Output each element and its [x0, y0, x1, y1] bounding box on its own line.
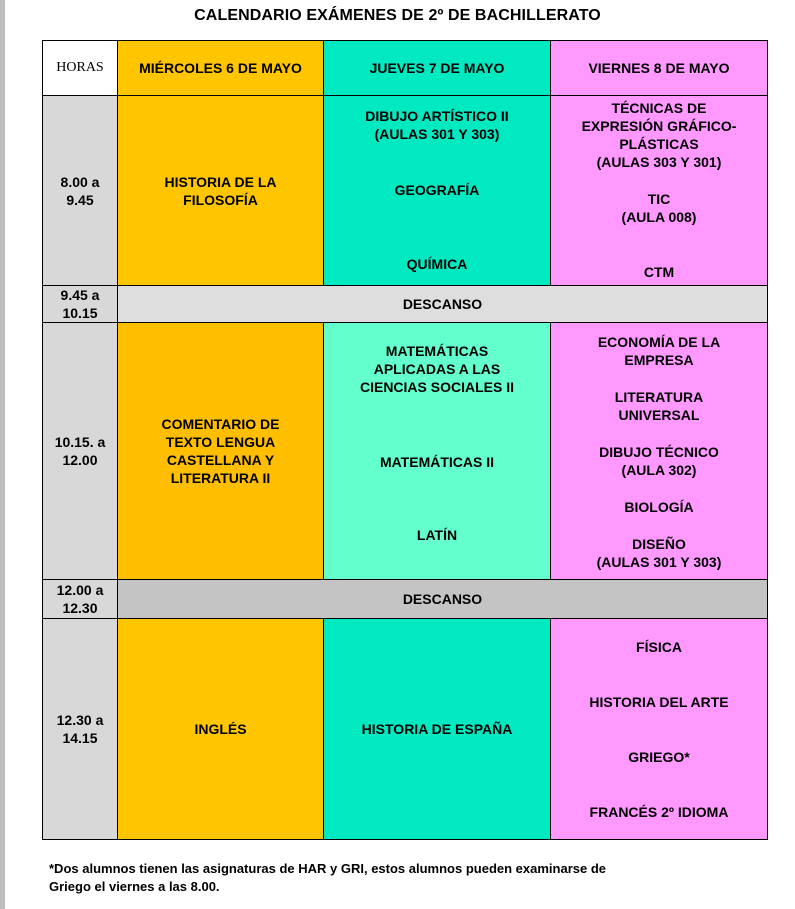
- header-miercoles: MIÉRCOLES 6 DE MAYO: [117, 40, 324, 96]
- exam-latin: LATÍN: [416, 527, 458, 543]
- exam-jueves-slot-3: HISTORIA DE ESPAÑA: [323, 618, 551, 840]
- exam-line: ECONOMÍA DE LA: [597, 334, 721, 350]
- exam-tic: [551, 190, 767, 226]
- exam-line: MATEMÁTICAS: [385, 343, 489, 359]
- header-horas: [42, 40, 118, 96]
- exam-matematicas-ccss: [324, 342, 550, 396]
- time-break-2-end: 12.30: [62, 600, 98, 616]
- exam-line: CASTELLANA Y: [166, 452, 275, 468]
- exam-dibujo-artistico: [324, 107, 550, 143]
- exam-line: TÉCNICAS DE: [611, 100, 707, 116]
- exam-viernes-slot-3: [550, 618, 768, 840]
- exam-frances: FRANCÉS 2º IDIOMA: [589, 804, 729, 820]
- exam-tecnicas-expresion: [551, 99, 767, 171]
- exam-line: (AULA 302): [621, 462, 697, 478]
- time-break-1: [42, 285, 118, 323]
- exam-line: TEXTO LENGUA: [165, 434, 276, 450]
- exam-line: PLÁSTICAS: [619, 136, 699, 152]
- exam-line: EMPRESA: [624, 352, 694, 368]
- time-slot-1: [42, 95, 118, 286]
- time-slot-2-start: 10.15. a: [54, 434, 106, 450]
- exam-line: (AULAS 303 Y 301): [596, 154, 722, 170]
- page-title: CALENDARIO EXÁMENES DE 2º DE BACHILLERATO: [194, 7, 601, 24]
- exam-line: FILOSOFÍA: [183, 191, 258, 208]
- exam-geografia: GEOGRAFÍA: [394, 182, 480, 198]
- exam-ctm: CTM: [643, 264, 675, 280]
- exam-line: DIBUJO ARTÍSTICO II: [365, 108, 509, 124]
- exam-biologia: BIOLOGÍA: [624, 499, 694, 515]
- exam-line: (AULAS 301 Y 303): [374, 126, 500, 142]
- exam-line: (AULAS 301 Y 303): [596, 554, 722, 570]
- exam-line: LITERATURA: [614, 389, 704, 405]
- time-break-1-start: 9.45 a: [60, 287, 100, 303]
- exam-line: DIBUJO TÉCNICO: [599, 444, 719, 460]
- exam-line: (AULA 008): [621, 209, 697, 225]
- exam-miercoles-slot-3: INGLÉS: [117, 618, 324, 840]
- exam-line: EXPRESIÓN GRÁFICO-: [581, 118, 737, 134]
- exam-line: CIENCIAS SOCIALES II: [359, 379, 515, 395]
- exam-line: HISTORIA DE LA: [164, 173, 277, 190]
- page-edge: [0, 0, 5, 909]
- exam-dibujo-tecnico: [551, 443, 767, 479]
- exam-diseno: [551, 535, 767, 571]
- time-slot-2: [42, 322, 118, 580]
- exam-jueves-slot-1: [323, 95, 551, 286]
- exam-economia: [551, 333, 767, 369]
- exam-line: LITERATURA II: [170, 470, 271, 486]
- time-break-2-start: 12.00 a: [56, 582, 104, 598]
- time-slot-1-end: 9.45: [66, 191, 94, 208]
- exam-jueves-slot-2: [323, 322, 551, 580]
- exam-quimica: QUÍMICA: [406, 256, 468, 272]
- header-viernes: VIERNES 8 DE MAYO: [550, 40, 768, 96]
- exam-viernes-slot-2: [550, 322, 768, 580]
- descanso-2: DESCANSO: [117, 579, 768, 619]
- time-slot-3-start: 12.30 a: [56, 712, 104, 728]
- time-slot-1-start: 8.00 a: [60, 173, 100, 190]
- exam-line: TIC: [647, 191, 671, 207]
- time-slot-3-end: 14.15: [62, 730, 98, 746]
- footnote-line: Griego el viernes a las 8.00.: [49, 879, 220, 894]
- exam-miercoles-slot-2: [117, 322, 324, 580]
- exam-line: APLICADAS A LAS: [373, 361, 501, 377]
- time-slot-2-end: 12.00: [62, 452, 98, 468]
- header-horas-label: HORAS: [56, 60, 104, 75]
- exam-line: UNIVERSAL: [618, 407, 700, 423]
- footnote-line: *Dos alumnos tienen las asignaturas de HAR y GRI, estos alumnos pueden examinarse de: [49, 861, 607, 876]
- time-slot-3: [42, 618, 118, 840]
- exam-viernes-slot-1: [550, 95, 768, 286]
- exam-fisica: FÍSICA: [636, 639, 682, 655]
- time-break-2: [42, 579, 118, 619]
- descanso-1: DESCANSO: [117, 285, 768, 323]
- time-break-1-end: 10.15: [62, 305, 98, 321]
- exam-line: COMENTARIO DE: [161, 416, 280, 432]
- header-jueves: JUEVES 7 DE MAYO: [323, 40, 551, 96]
- exam-literatura-universal: [551, 388, 767, 424]
- footnote: [49, 860, 769, 896]
- exam-griego: GRIEGO*: [628, 749, 690, 765]
- exam-miercoles-slot-1: [117, 95, 324, 286]
- exam-matematicas-ii: MATEMÁTICAS II: [379, 454, 495, 470]
- exam-line: DISEÑO: [632, 536, 686, 552]
- exam-historia-arte: HISTORIA DEL ARTE: [589, 694, 729, 710]
